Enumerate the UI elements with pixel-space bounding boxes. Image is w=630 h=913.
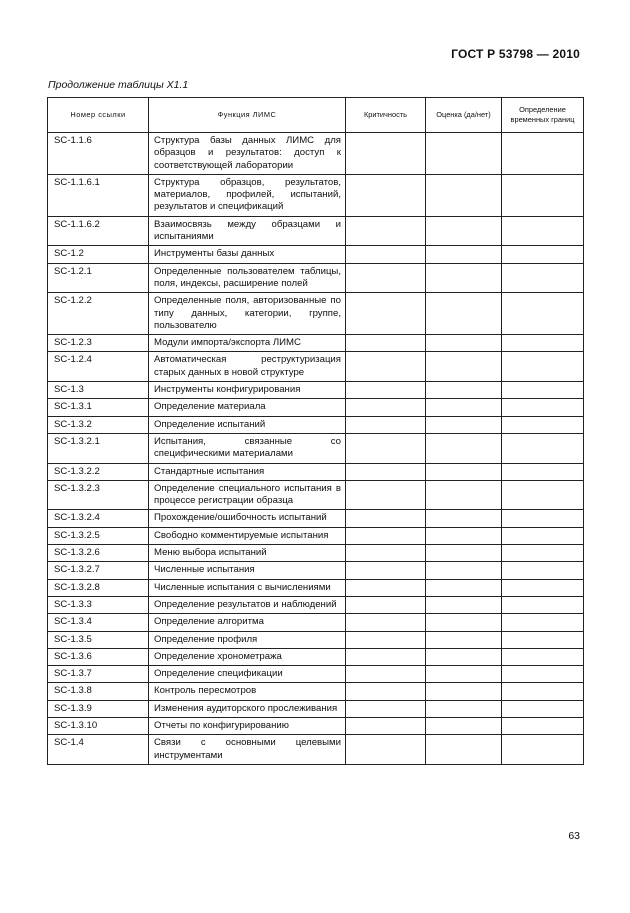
ref-cell: SC-1.3.10: [48, 717, 149, 734]
criticality-cell: [346, 579, 426, 596]
table-caption: Продолжение таблицы Х1.1: [48, 79, 189, 91]
assessment-cell: [426, 527, 502, 544]
time-limits-cell: [502, 545, 584, 562]
function-cell: Взаимосвязь между образцами и испытаниями: [149, 216, 346, 246]
column-header-time-limits: Определение временных границ: [502, 98, 584, 133]
assessment-cell: [426, 735, 502, 765]
assessment-cell: [426, 463, 502, 480]
time-limits-cell: [502, 263, 584, 293]
table-row: [48, 293, 584, 335]
assessment-cell: [426, 717, 502, 734]
function-cell: Модули импорта/экспорта ЛИМС: [149, 335, 346, 352]
function-cell: Определение хронометража: [149, 648, 346, 665]
assessment-cell: [426, 216, 502, 246]
time-limits-cell: [502, 246, 584, 263]
function-cell: Определенные пользователем таблицы, поля, индексы, расширение полей: [149, 263, 346, 293]
ref-cell: SC-1.2.4: [48, 352, 149, 382]
table-header-row: [48, 98, 584, 133]
time-limits-cell: [502, 174, 584, 216]
time-limits-cell: [502, 717, 584, 734]
time-limits-cell: [502, 596, 584, 613]
ref-cell: SC-1.1.6: [48, 133, 149, 175]
ref-cell: SC-1.3.2.2: [48, 463, 149, 480]
table-row: [48, 352, 584, 382]
ref-cell: SC-1.4: [48, 735, 149, 765]
criticality-cell: [346, 683, 426, 700]
assessment-cell: [426, 246, 502, 263]
assessment-cell: [426, 352, 502, 382]
ref-cell: SC-1.3.2.4: [48, 510, 149, 527]
assessment-cell: [426, 545, 502, 562]
assessment-cell: [426, 614, 502, 631]
assessment-cell: [426, 174, 502, 216]
ref-cell: SC-1.3.1: [48, 399, 149, 416]
table-row: [48, 648, 584, 665]
criticality-cell: [346, 174, 426, 216]
column-header-assessment: Оценка (да/нет): [426, 98, 502, 133]
table-row: [48, 631, 584, 648]
criticality-cell: [346, 433, 426, 463]
ref-cell: SC-1.2.2: [48, 293, 149, 335]
criticality-cell: [346, 399, 426, 416]
assessment-cell: [426, 433, 502, 463]
assessment-cell: [426, 510, 502, 527]
function-cell: Определение алгоритма: [149, 614, 346, 631]
table-row: [48, 335, 584, 352]
function-cell: Структура образцов, результатов, материалов, профилей, испытаний, результатов и спецификаций: [149, 174, 346, 216]
table-row: [48, 382, 584, 399]
criticality-cell: [346, 133, 426, 175]
table-row: [48, 666, 584, 683]
table-row: [48, 216, 584, 246]
table-row: [48, 579, 584, 596]
time-limits-cell: [502, 510, 584, 527]
ref-cell: SC-1.3.2: [48, 416, 149, 433]
assessment-cell: [426, 666, 502, 683]
page-number: 63: [568, 830, 580, 842]
function-cell: Численные испытания с вычислениями: [149, 579, 346, 596]
ref-cell: SC-1.3.2.7: [48, 562, 149, 579]
function-cell: Отчеты по конфигурированию: [149, 717, 346, 734]
table-row: [48, 433, 584, 463]
table-row: [48, 133, 584, 175]
assessment-cell: [426, 263, 502, 293]
document-header: ГОСТ Р 53798 — 2010: [451, 47, 580, 61]
ref-cell: SC-1.1.6.1: [48, 174, 149, 216]
function-cell: Определение спецификации: [149, 666, 346, 683]
ref-cell: SC-1.3.2.3: [48, 480, 149, 510]
ref-cell: SC-1.3.4: [48, 614, 149, 631]
criticality-cell: [346, 382, 426, 399]
table-row: [48, 562, 584, 579]
criticality-cell: [346, 527, 426, 544]
criticality-cell: [346, 700, 426, 717]
time-limits-cell: [502, 562, 584, 579]
lims-function-table: [47, 97, 584, 765]
table-body: [48, 133, 584, 765]
criticality-cell: [346, 293, 426, 335]
criticality-cell: [346, 735, 426, 765]
time-limits-cell: [502, 216, 584, 246]
column-header-criticality: Критичность: [346, 98, 426, 133]
assessment-cell: [426, 382, 502, 399]
time-limits-cell: [502, 579, 584, 596]
table-row: [48, 527, 584, 544]
table-row: [48, 480, 584, 510]
ref-cell: SC-1.3.8: [48, 683, 149, 700]
table-row: [48, 614, 584, 631]
time-limits-cell: [502, 382, 584, 399]
function-cell: Связи с основными целевыми инструментами: [149, 735, 346, 765]
time-limits-cell: [502, 735, 584, 765]
table-row: [48, 399, 584, 416]
ref-cell: SC-1.3.2.1: [48, 433, 149, 463]
assessment-cell: [426, 683, 502, 700]
function-cell: Контроль пересмотров: [149, 683, 346, 700]
table-row: [48, 700, 584, 717]
ref-cell: SC-1.3.2.5: [48, 527, 149, 544]
criticality-cell: [346, 480, 426, 510]
table-row: [48, 735, 584, 765]
time-limits-cell: [502, 433, 584, 463]
time-limits-cell: [502, 416, 584, 433]
ref-cell: SC-1.3.3: [48, 596, 149, 613]
ref-cell: SC-1.3.6: [48, 648, 149, 665]
assessment-cell: [426, 579, 502, 596]
function-cell: Определение материала: [149, 399, 346, 416]
time-limits-cell: [502, 463, 584, 480]
function-cell: Определение профиля: [149, 631, 346, 648]
assessment-cell: [426, 596, 502, 613]
function-cell: Свободно комментируемые испытания: [149, 527, 346, 544]
ref-cell: SC-1.3.5: [48, 631, 149, 648]
time-limits-cell: [502, 631, 584, 648]
time-limits-cell: [502, 700, 584, 717]
assessment-cell: [426, 335, 502, 352]
table-row: [48, 246, 584, 263]
time-limits-cell: [502, 614, 584, 631]
ref-cell: SC-1.2.3: [48, 335, 149, 352]
function-cell: Определение результатов и наблюдений: [149, 596, 346, 613]
criticality-cell: [346, 596, 426, 613]
criticality-cell: [346, 510, 426, 527]
table-row: [48, 683, 584, 700]
ref-cell: SC-1.1.6.2: [48, 216, 149, 246]
criticality-cell: [346, 614, 426, 631]
assessment-cell: [426, 293, 502, 335]
criticality-cell: [346, 463, 426, 480]
function-cell: Прохождение/ошибочность испытаний: [149, 510, 346, 527]
criticality-cell: [346, 246, 426, 263]
criticality-cell: [346, 545, 426, 562]
ref-cell: SC-1.2: [48, 246, 149, 263]
ref-cell: SC-1.3.9: [48, 700, 149, 717]
table-row: [48, 463, 584, 480]
time-limits-cell: [502, 480, 584, 510]
assessment-cell: [426, 631, 502, 648]
function-cell: Автоматическая реструктуризация старых данных в новой структуре: [149, 352, 346, 382]
function-cell: Меню выбора испытаний: [149, 545, 346, 562]
criticality-cell: [346, 631, 426, 648]
ref-cell: SC-1.2.1: [48, 263, 149, 293]
criticality-cell: [346, 562, 426, 579]
table-row: [48, 416, 584, 433]
criticality-cell: [346, 352, 426, 382]
table-row: [48, 174, 584, 216]
function-cell: Численные испытания: [149, 562, 346, 579]
function-cell: Определенные поля, авторизованные по типу данных, категории, группе, пользователю: [149, 293, 346, 335]
criticality-cell: [346, 416, 426, 433]
function-cell: Определение специального испытания в процессе регистрации образца: [149, 480, 346, 510]
time-limits-cell: [502, 527, 584, 544]
assessment-cell: [426, 399, 502, 416]
assessment-cell: [426, 648, 502, 665]
function-cell: Инструменты базы данных: [149, 246, 346, 263]
function-cell: Определение испытаний: [149, 416, 346, 433]
time-limits-cell: [502, 293, 584, 335]
assessment-cell: [426, 416, 502, 433]
time-limits-cell: [502, 352, 584, 382]
criticality-cell: [346, 335, 426, 352]
table-row: [48, 263, 584, 293]
function-cell: Изменения аудиторского прослеживания: [149, 700, 346, 717]
assessment-cell: [426, 700, 502, 717]
criticality-cell: [346, 216, 426, 246]
table-row: [48, 510, 584, 527]
table-row: [48, 545, 584, 562]
table-row: [48, 717, 584, 734]
table-row: [48, 596, 584, 613]
column-header-ref: Номер ссылки: [48, 98, 149, 133]
function-cell: Стандартные испытания: [149, 463, 346, 480]
function-cell: Испытания, связанные со специфическими материалами: [149, 433, 346, 463]
column-header-function: Функция ЛИМС: [149, 98, 346, 133]
assessment-cell: [426, 562, 502, 579]
time-limits-cell: [502, 666, 584, 683]
criticality-cell: [346, 666, 426, 683]
criticality-cell: [346, 717, 426, 734]
ref-cell: SC-1.3.2.6: [48, 545, 149, 562]
ref-cell: SC-1.3.7: [48, 666, 149, 683]
time-limits-cell: [502, 399, 584, 416]
assessment-cell: [426, 133, 502, 175]
criticality-cell: [346, 263, 426, 293]
ref-cell: SC-1.3: [48, 382, 149, 399]
function-cell: Инструменты конфигурирования: [149, 382, 346, 399]
assessment-cell: [426, 480, 502, 510]
time-limits-cell: [502, 648, 584, 665]
time-limits-cell: [502, 335, 584, 352]
time-limits-cell: [502, 133, 584, 175]
time-limits-cell: [502, 683, 584, 700]
criticality-cell: [346, 648, 426, 665]
ref-cell: SC-1.3.2.8: [48, 579, 149, 596]
function-cell: Структура базы данных ЛИМС для образцов и результатов: доступ к соответствующей лаборатории: [149, 133, 346, 175]
